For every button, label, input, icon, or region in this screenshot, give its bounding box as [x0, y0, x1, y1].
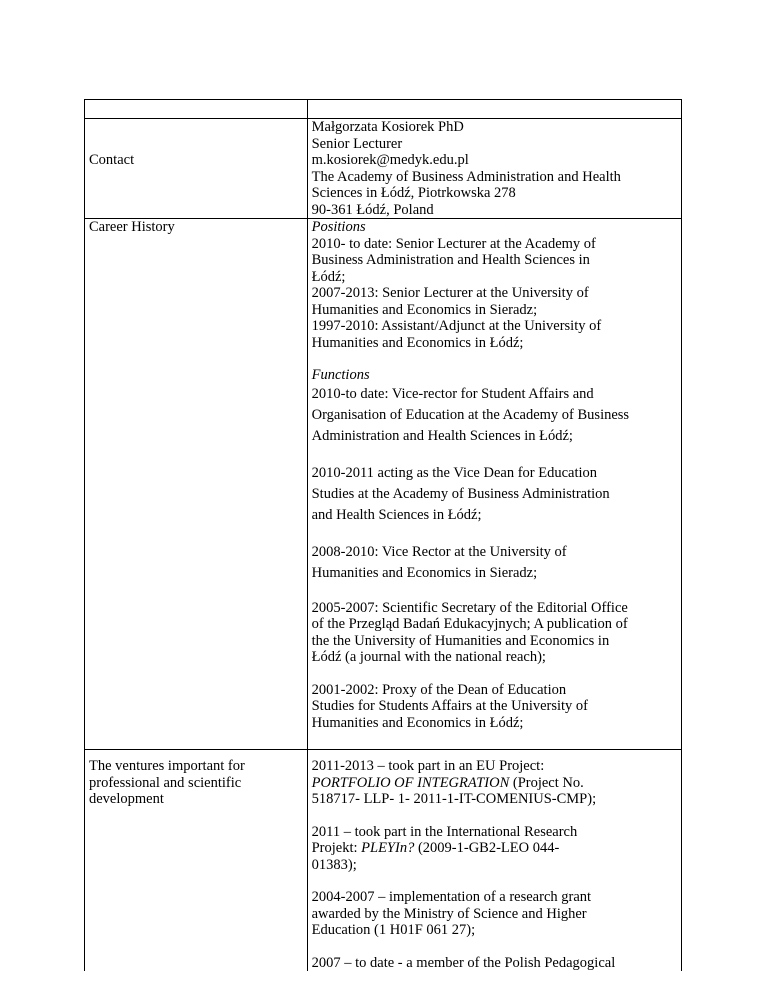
contact-address-1: The Academy of Business Administration and Health: [311, 168, 621, 185]
function-line: Studies at the Academy of Business Administration: [311, 485, 610, 502]
contact-title: Senior Lecturer: [311, 135, 403, 152]
ventures-label: development: [89, 791, 164, 807]
function-line: Humanities and Economics in Łódź;: [311, 714, 524, 731]
position-line: 1997-2010: Assistant/Adjunct at the University of: [311, 318, 602, 334]
header-left-cell: [85, 100, 308, 119]
position-line: 2007-2013: Senior Lecturer at the University of: [311, 285, 589, 301]
ventures-details-cell: [307, 750, 681, 972]
venture-line: PORTFOLIO OF INTEGRATION (Project No.: [311, 774, 584, 791]
venture-line: 2011 – took part in the International Research: [311, 823, 578, 840]
function-line: Administration and Health Sciences in Łódź;: [311, 427, 573, 444]
header-row: [85, 100, 682, 119]
function-line: of the Przegląd Badań Edukacyjnych; A publication of: [311, 616, 628, 632]
function-line: Humanities and Economics in Sieradz;: [311, 564, 538, 581]
career-label: Career History: [89, 219, 175, 235]
function-line: and Health Sciences in Łódź;: [311, 506, 482, 523]
function-line: 2008-2010: Vice Rector at the University of: [311, 543, 567, 560]
function-line: Studies for Students Affairs at the University of: [311, 698, 589, 714]
header-right-cell: [307, 100, 681, 119]
ventures-label: The ventures important for: [89, 758, 245, 774]
contact-email: m.kosiorek@medyk.edu.pl: [311, 152, 469, 168]
venture-line: 2004-2007 – implementation of a research grant: [311, 889, 592, 905]
ventures-row: [85, 750, 682, 972]
functions-heading: Functions: [311, 367, 370, 383]
contact-row: [85, 119, 682, 219]
venture-line: awarded by the Ministry of Science and Higher: [311, 905, 587, 922]
venture-line: 518717- LLP- 1- 2011-1-IT-COMENIUS-CMP);: [311, 791, 597, 807]
function-line: Łódź (a journal with the national reach);: [311, 649, 546, 665]
position-line: Humanities and Economics in Sieradz;: [311, 301, 538, 318]
venture-line: 2007 – to date - a member of the Polish Pedagogical: [311, 954, 616, 971]
contact-details-cell: [307, 119, 681, 219]
position-line: Humanities and Economics in Łódź;: [311, 334, 524, 351]
career-label-cell: [85, 219, 308, 750]
contact-address-3: 90-361 Łódź, Poland: [311, 201, 434, 218]
function-line: 2005-2007: Scientific Secretary of the Editorial Office: [311, 599, 628, 616]
function-line: 2010-2011 acting as the Vice Dean for Education: [311, 464, 598, 481]
function-line: the the University of Humanities and Economics in: [311, 632, 610, 649]
venture-line: Projekt: PLEYIn? (2009-1-GB2-LEO 044-: [311, 840, 560, 856]
contact-label: Contact: [89, 152, 135, 168]
contact-name: Małgorzata Kosiorek PhD: [311, 119, 464, 135]
function-line: 2001-2002: Proxy of the Dean of Education: [311, 681, 567, 698]
ventures-label-cell: [85, 750, 308, 972]
position-line: Business Administration and Health Sciences in: [311, 252, 590, 268]
ventures-label: professional and scientific: [89, 774, 242, 791]
position-line: Łódź;: [311, 268, 346, 285]
career-row: [85, 219, 682, 750]
venture-line: 01383);: [311, 856, 357, 873]
contact-address-2: Sciences in Łódź, Piotrkowska 278: [311, 185, 516, 201]
venture-line: Education (1 H01F 061 27);: [311, 922, 476, 938]
cv-table: [84, 99, 682, 971]
contact-label-cell: [85, 119, 308, 219]
venture-line: 2011-2013 – took part in an EU Project:: [311, 758, 545, 774]
positions-heading: Positions: [311, 219, 366, 235]
function-line: Organisation of Education at the Academy of Business: [311, 406, 630, 423]
position-line: 2010- to date: Senior Lecturer at the Academy of: [311, 235, 596, 252]
career-details-cell: [307, 219, 681, 750]
function-line: 2010-to date: Vice-rector for Student Affairs and: [311, 385, 594, 402]
